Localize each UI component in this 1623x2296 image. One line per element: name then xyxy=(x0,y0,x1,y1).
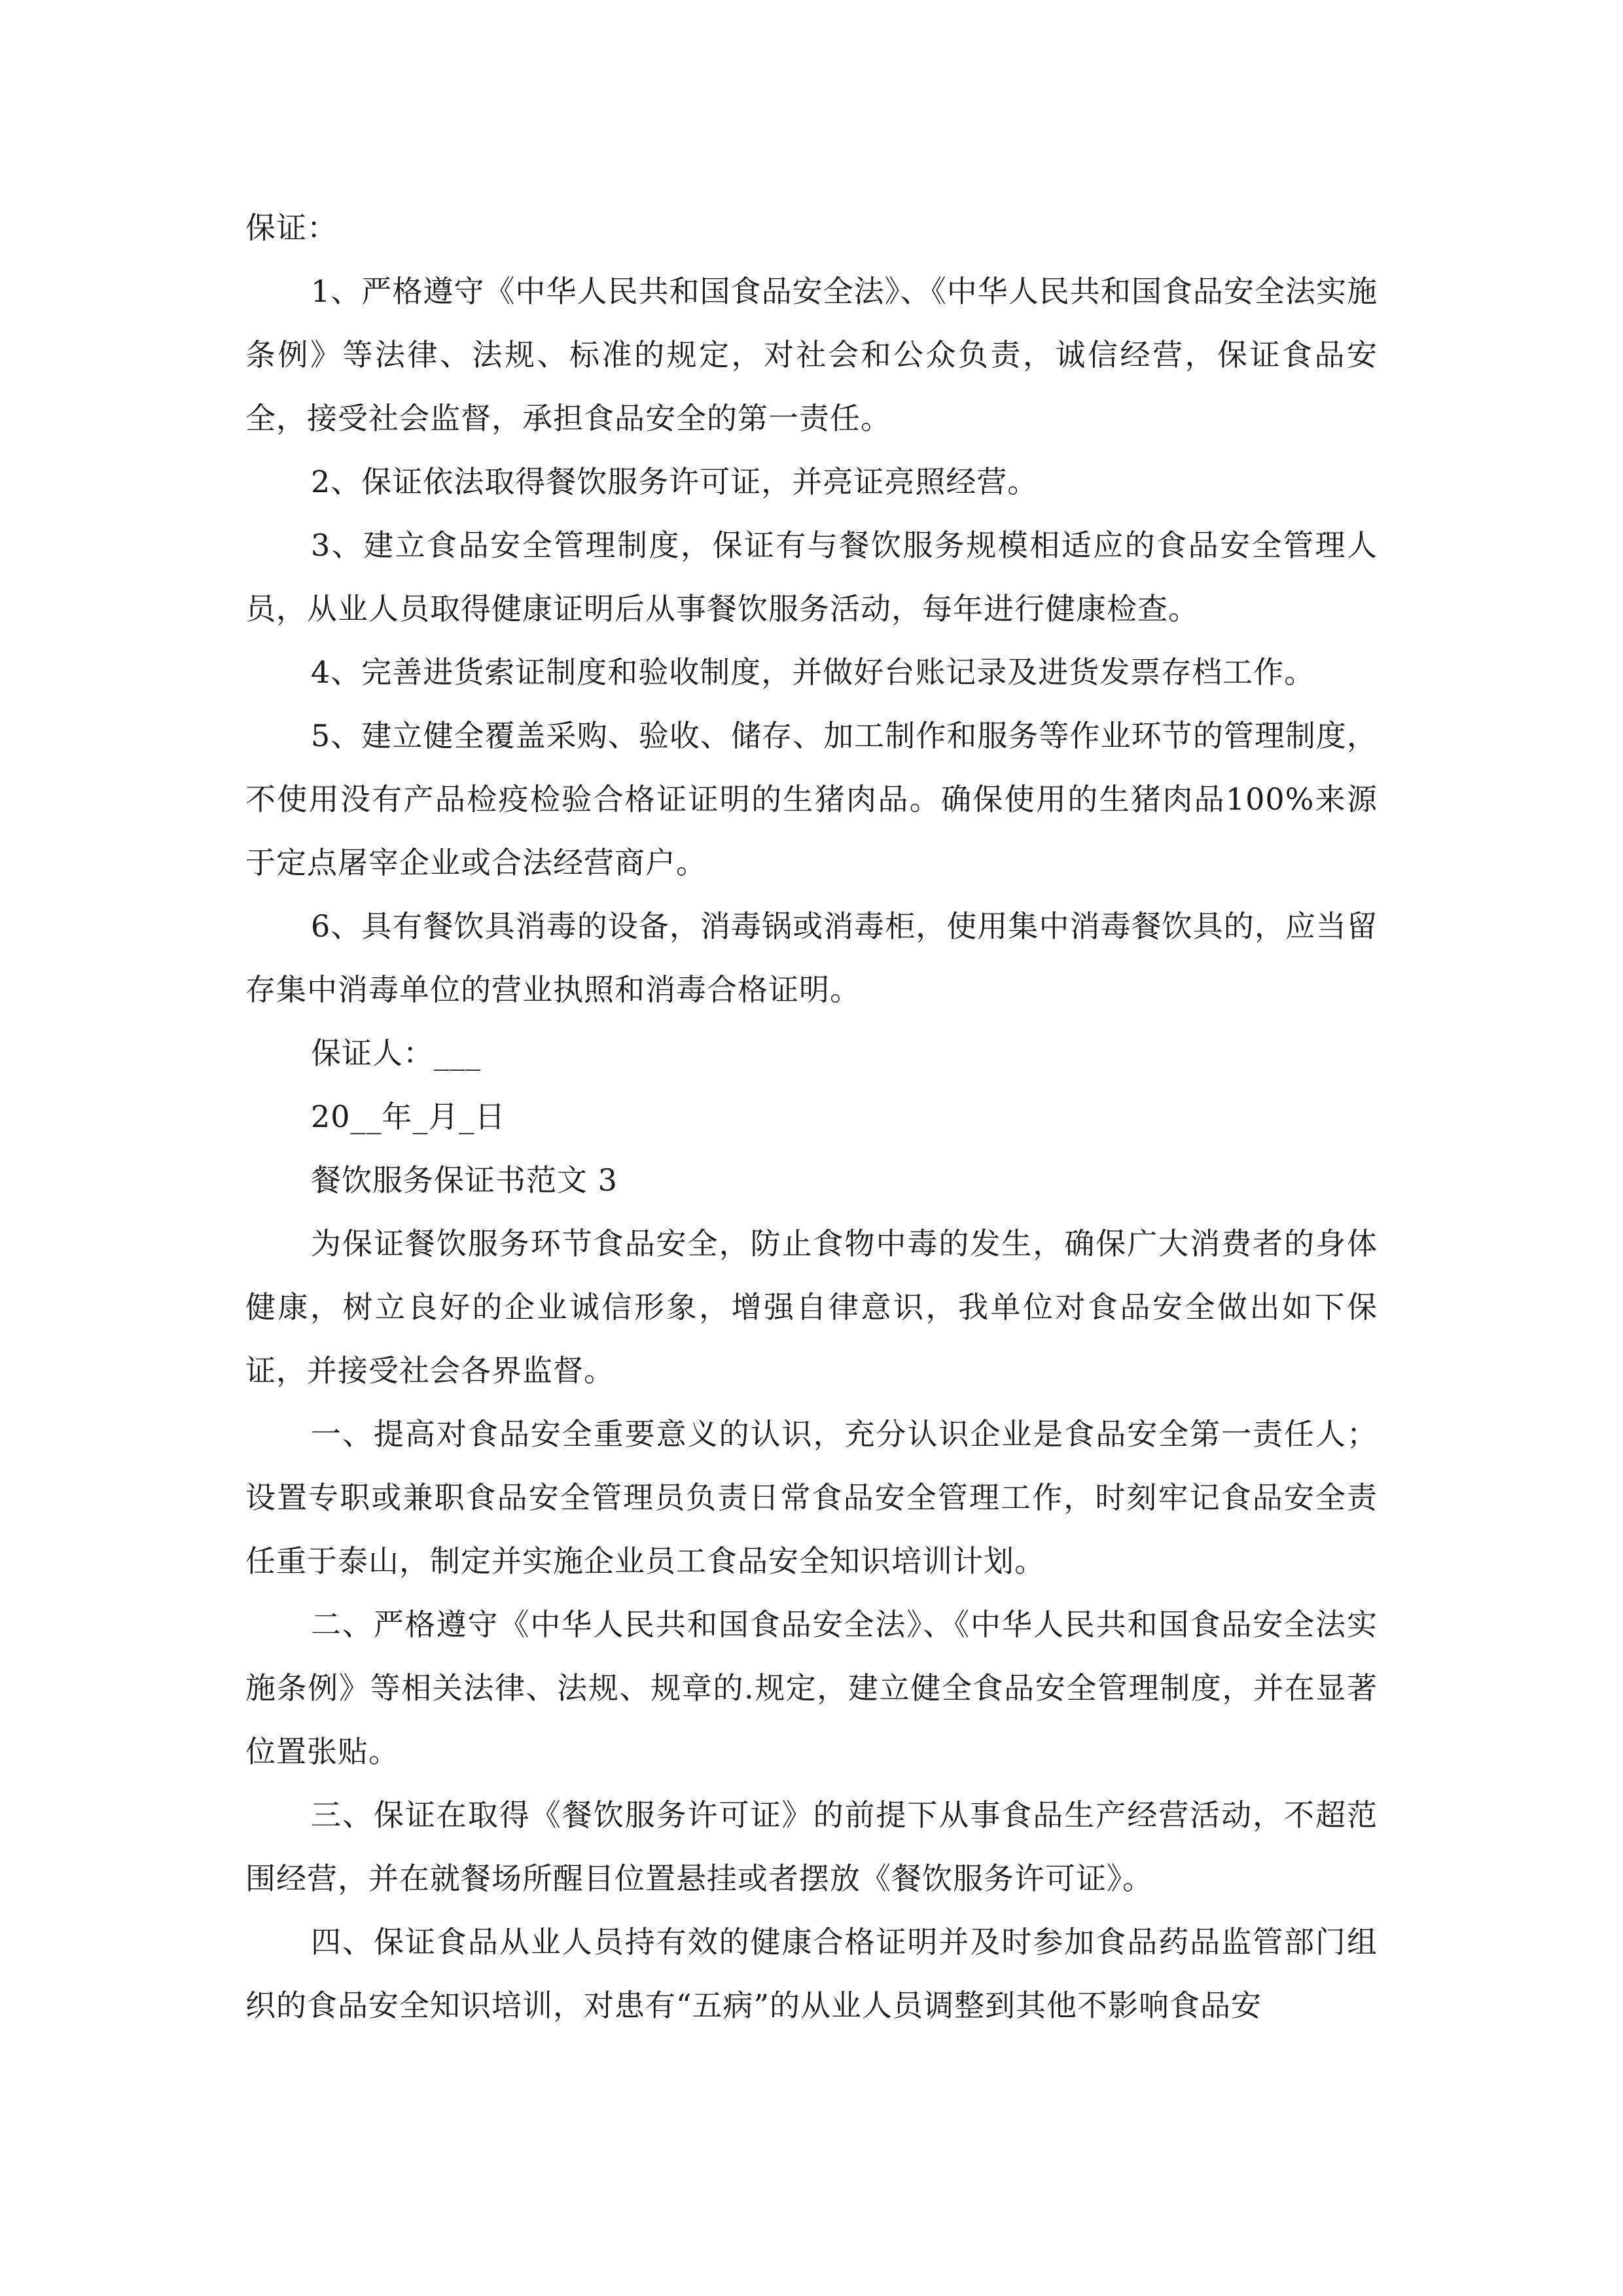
guarantee-item-1: 1、严格遵守《中华人民共和国食品安全法》、《中华人民共和国食品安全法实施条例》等法律、法规、标准的规定，对社会和公众负责，诚信经营，保证食品安全，接受社会监督，承担食品安全的第一责任。 xyxy=(245,274,1378,436)
section-intro: 为保证餐饮服务环节食品安全，防止食物中毒的发生，确保广大消费者的身体健康，树立良好的企业诚信形象，增强自律意识，我单位对食品安全做出如下保证，并接受社会各界监督。 xyxy=(245,1226,1378,1388)
guarantee-heading: 保证： xyxy=(245,210,338,245)
section-item-3: 三、保证在取得《餐饮服务许可证》的前提下从事食品生产经营活动，不超范围经营，并在就餐场所醒目位置悬挂或者摆放《餐饮服务许可证》。 xyxy=(245,1797,1378,1896)
guarantee-item-4: 4、完善进货索证制度和验收制度，并做好台账记录及进货发票存档工作。 xyxy=(311,655,1315,690)
guarantee-item-5: 5、建立健全覆盖采购、验收、储存、加工制作和服务等作业环节的管理制度，不使用没有产品检疫检验合格证证明的生猪肉品。确保使用的生猪肉品100%来源于定点屠宰企业或合法经营商户。 xyxy=(245,718,1378,880)
section-item-1: 一、提高对食品安全重要意义的认识，充分认识企业是食品安全第一责任人；设置专职或兼职食品安全管理员负责日常食品安全管理工作，时刻牢记食品安全责任重于泰山，制定并实施企业员工食品安全知识培训计划。 xyxy=(245,1416,1378,1579)
guarantee-item-3: 3、建立食品安全管理制度，保证有与餐饮服务规模相适应的食品安全管理人员，从业人员取得健康证明后从事餐饮服务活动，每年进行健康检查。 xyxy=(245,528,1378,626)
section-item-2: 二、严格遵守《中华人民共和国食品安全法》、《中华人民共和国食品安全法实施条例》等相关法律、法规、规章的.规定，建立健全食品安全管理制度，并在显著位置张贴。 xyxy=(245,1607,1378,1769)
signer-line: 保证人：___ xyxy=(311,1035,481,1071)
document-body xyxy=(245,196,1378,2037)
date-line: 20__年_月_日 xyxy=(311,1099,506,1134)
guarantee-item-6: 6、具有餐饮具消毒的设备，消毒锅或消毒柜，使用集中消毒餐饮具的，应当留存集中消毒单位的营业执照和消毒合格证明。 xyxy=(245,908,1378,1007)
guarantee-item-2: 2、保证依法取得餐饮服务许可证，并亮证亮照经营。 xyxy=(311,464,1039,499)
section-item-4: 四、保证食品从业人员持有效的健康合格证明并及时参加食品药品监管部门组织的食品安全知识培训，对患有“五病”的从业人员调整到其他不影响食品安 xyxy=(245,1924,1378,2023)
section-title: 餐饮服务保证书范文 3 xyxy=(311,1162,618,1198)
